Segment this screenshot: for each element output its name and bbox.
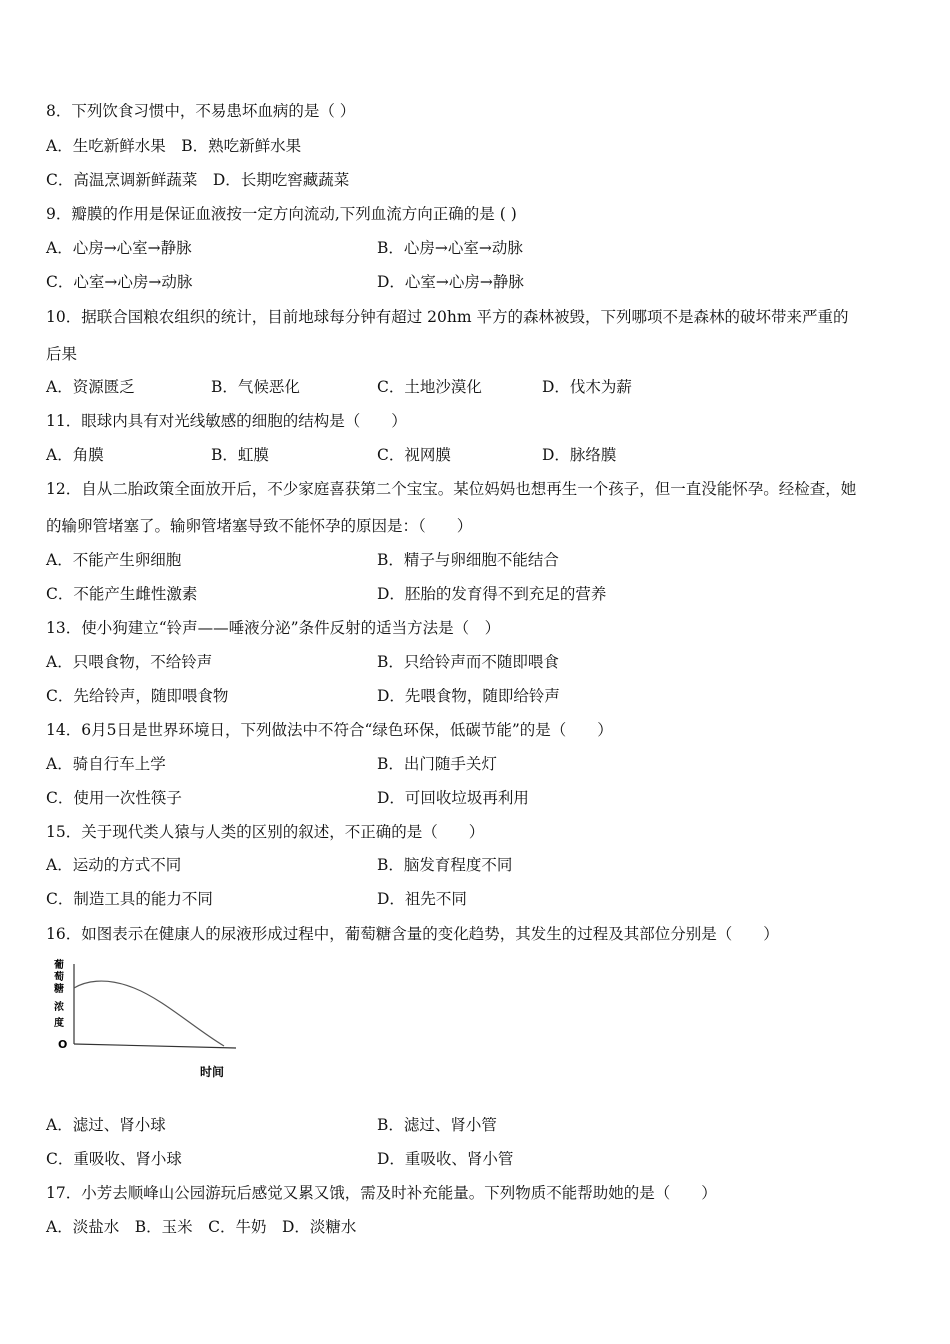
question-10-option-c: C．土地沙漠化	[377, 378, 482, 396]
question-16-option-d: D．重吸收、肾小管	[377, 1150, 514, 1168]
question-11-option-d: D．脉络膜	[542, 446, 617, 464]
question-8-options-ab: A．生吃新鲜水果 B．熟吃新鲜水果	[46, 137, 302, 155]
question-16-option-c: C．重吸收、肾小球	[46, 1150, 182, 1168]
question-9-stem: 9．瓣膜的作用是保证血液按一定方向流动,下列血流方向正确的是 ( )	[46, 205, 517, 223]
question-12-option-b: B．精子与卵细胞不能结合	[377, 551, 559, 569]
question-8-stem: 8．下列饮食习惯中，不易患坏血病的是（ ）	[46, 102, 356, 120]
question-12-option-d: D．胚胎的发育得不到充足的营养	[377, 585, 607, 603]
question-9-option-a: A．心房→心室→静脉	[46, 239, 192, 257]
question-11-option-a: A．角膜	[46, 446, 104, 464]
question-10-stem-cont: 后果	[46, 345, 78, 363]
question-16-stem: 16．如图表示在健康人的尿液形成过程中，葡萄糖含量的变化趋势，其发生的过程及其部位分别是（ ）	[46, 925, 779, 943]
question-15-option-c: C．制造工具的能力不同	[46, 890, 213, 908]
question-17-stem: 17．小芳去顺峰山公园游玩后感觉又累又饿，需及时补充能量。下列物质不能帮助她的是（ ）	[46, 1184, 717, 1202]
question-13-stem: 13．使小狗建立“铃声——唾液分泌”条件反射的适当方法是（ ）	[46, 619, 501, 637]
question-16-option-a: A．滤过、肾小球	[46, 1116, 166, 1134]
question-13-option-a: A．只喂食物，不给铃声	[46, 653, 213, 671]
question-10-option-d: D．伐木为薪	[542, 378, 632, 396]
question-13-option-d: D．先喂食物，随即给铃声	[377, 687, 560, 705]
glucose-concentration-graph	[44, 958, 244, 1086]
question-13-option-b: B．只给铃声而不随即喂食	[377, 653, 559, 671]
question-12-stem: 12．自从二胎政策全面放开后，不少家庭喜获第二个宝宝。某位妈妈也想再生一个孩子，但一直没能怀孕。经检查，她	[46, 480, 857, 498]
question-13-option-c: C．先给铃声，随即喂食物	[46, 687, 229, 705]
question-12-option-a: A．不能产生卵细胞	[46, 551, 182, 569]
question-9-option-b: B．心房→心室→动脉	[377, 239, 523, 257]
question-9-option-d: D．心室→心房→静脉	[377, 273, 524, 291]
graph-xlabel: 时间	[200, 1065, 225, 1079]
graph-curve	[74, 981, 224, 1046]
question-10-option-a: A．资源匮乏	[46, 378, 135, 396]
question-14-option-c: C．使用一次性筷子	[46, 789, 182, 807]
question-14-option-b: B．出门随手关灯	[377, 755, 497, 773]
graph-x-axis	[74, 1044, 236, 1048]
graph-ylabel-1: 葡	[54, 960, 64, 971]
graph-ylabel-3: 糖	[54, 984, 64, 995]
question-14-stem: 14．6月5日是世界环境日，下列做法中不符合“绿色环保，低碳节能”的是（ ）	[46, 721, 613, 739]
graph-origin: O	[58, 1038, 68, 1051]
question-14-option-d: D．可回收垃圾再利用	[377, 789, 529, 807]
question-10-option-b: B．气候恶化	[211, 378, 300, 396]
question-15-option-d: D．祖先不同	[377, 890, 467, 908]
question-12-stem-cont: 的输卵管堵塞了。输卵管堵塞导致不能怀孕的原因是：（ ）	[46, 517, 473, 535]
question-9-option-c: C．心室→心房→动脉	[46, 273, 193, 291]
question-10-stem: 10．据联合国粮农组织的统计，目前地球每分钟有超过 20hm 平方的森林被毁，下列哪项不是森林的破坏带来严重的	[46, 308, 849, 326]
question-16-option-b: B．滤过、肾小管	[377, 1116, 497, 1134]
question-12-option-c: C．不能产生雌性激素	[46, 585, 198, 603]
question-11-option-b: B．虹膜	[211, 446, 269, 464]
question-15-stem: 15．关于现代类人猿与人类的区别的叙述，不正确的是（ ）	[46, 823, 485, 841]
question-14-option-a: A．骑自行车上学	[46, 755, 166, 773]
graph-ylabel-5: 度	[54, 1018, 64, 1029]
question-15-option-b: B．脑发育程度不同	[377, 856, 513, 874]
question-15-option-a: A．运动的方式不同	[46, 856, 182, 874]
graph-ylabel-2: 萄	[54, 972, 64, 983]
question-17-options: A．淡盐水 B．玉米 C．牛奶 D．淡糖水	[46, 1218, 357, 1236]
question-11-stem: 11．眼球内具有对光线敏感的细胞的结构是（ ）	[46, 412, 407, 430]
question-11-option-c: C．视网膜	[377, 446, 451, 464]
question-8-options-cd: C．高温烹调新鲜蔬菜 D．长期吃窖藏蔬菜	[46, 171, 350, 189]
graph-ylabel-4: 浓	[54, 1002, 64, 1013]
